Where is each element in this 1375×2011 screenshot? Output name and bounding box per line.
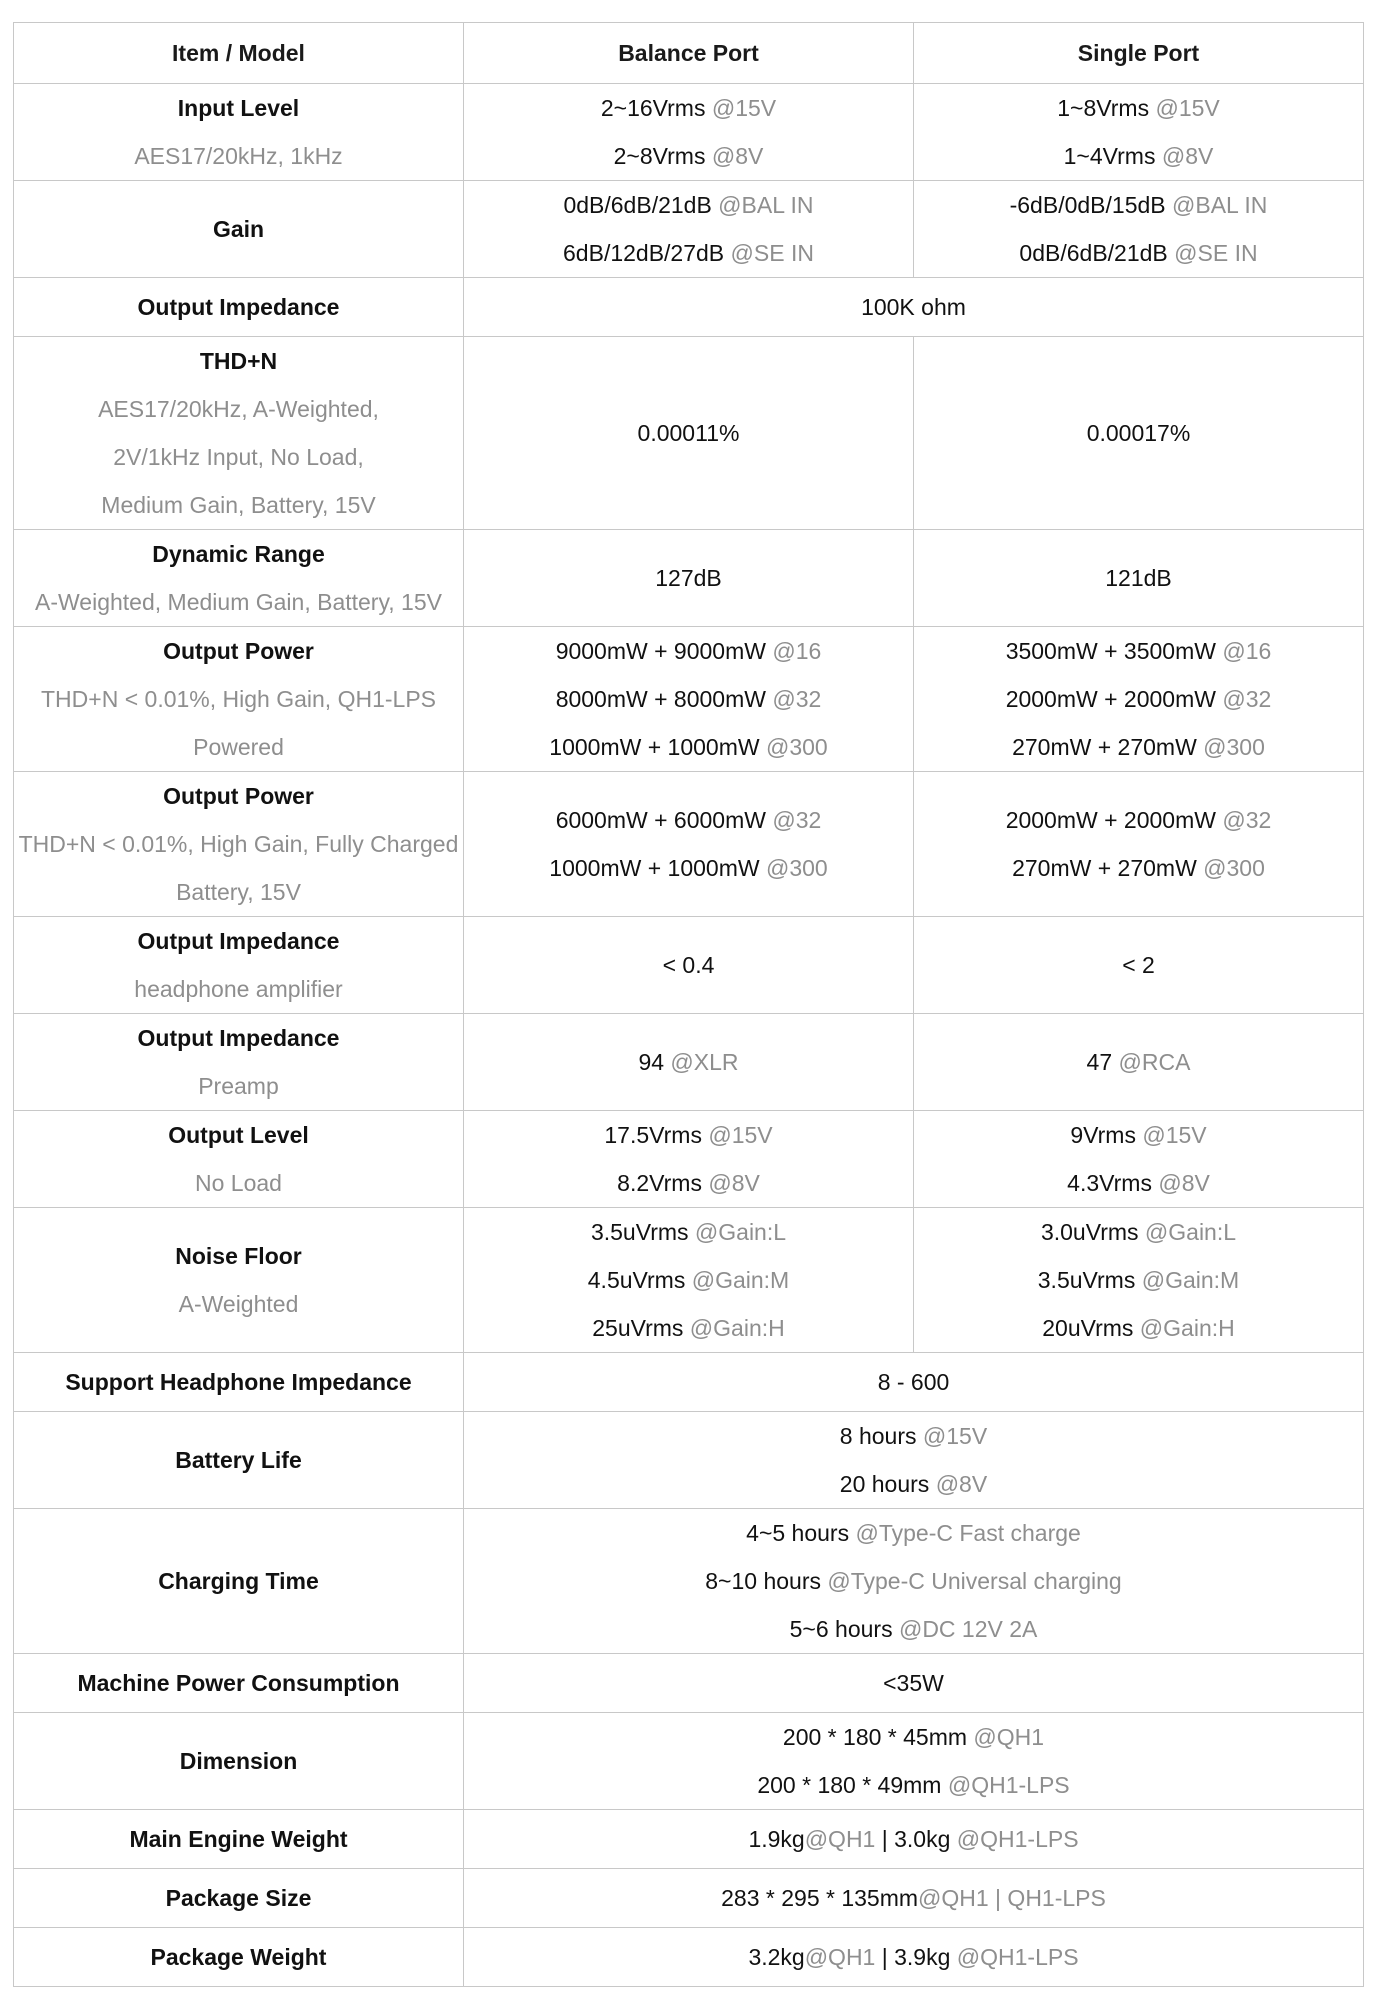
value-note: @QH1 <box>804 1944 876 1970</box>
value-note: @16 <box>1215 638 1272 664</box>
spec-label: THD+N <box>199 348 278 374</box>
value-text: 5~6 hours <box>789 1616 893 1642</box>
merged-value-cell <box>464 1869 1364 1928</box>
value-text: 121dB <box>1105 565 1172 591</box>
value-text: 270mW + 270mW <box>1012 855 1197 881</box>
value-line <box>918 229 1359 277</box>
value-note: @15V <box>1149 95 1220 121</box>
value-note: @Type-C Fast charge <box>849 1520 1081 1546</box>
value-text: 200 * 180 * 49mm <box>757 1772 942 1798</box>
value-text: 3.0uVrms <box>1040 1219 1139 1245</box>
value-text: 6dB/12dB/27dB <box>563 240 725 266</box>
value-note: @8V <box>701 1170 760 1196</box>
value-note: @300 <box>1196 855 1265 881</box>
table-row <box>14 1928 1364 1987</box>
spec-label-cell <box>14 1869 464 1928</box>
value-text: <35W <box>883 1670 944 1696</box>
value-note: @Gain:H <box>1133 1315 1235 1341</box>
value-text: 127dB <box>655 565 722 591</box>
spec-label-cell <box>14 530 464 627</box>
value-note: @32 <box>765 686 822 712</box>
value-line <box>468 627 909 675</box>
value-text: 200 * 180 * 45mm <box>782 1724 968 1750</box>
value-note: @SE IN <box>1167 240 1258 266</box>
spec-label: Package Size <box>165 1885 312 1911</box>
value-text: 17.5Vrms <box>604 1122 702 1148</box>
value-note: @300 <box>759 734 828 760</box>
value-note: @15V <box>701 1122 773 1148</box>
value-text: 2000mW + 2000mW <box>1005 686 1216 712</box>
balance-port-cell <box>464 917 914 1014</box>
value-note: @32 <box>1215 807 1272 833</box>
value-line <box>918 181 1359 229</box>
table-row <box>14 627 1364 772</box>
value-text: 6000mW + 6000mW <box>555 807 766 833</box>
table-row <box>14 181 1364 278</box>
value-note: @BAL IN <box>1165 192 1268 218</box>
balance-port-cell <box>464 530 914 627</box>
header-balance-port: Balance Port <box>464 23 914 84</box>
spec-sublabel: headphone amplifier <box>134 976 343 1002</box>
value-note: @15V <box>705 95 777 121</box>
spec-sublabel: 2V/1kHz Input, No Load, <box>113 444 364 470</box>
spec-label-cell <box>14 1928 464 1987</box>
spec-label-cell <box>14 1353 464 1412</box>
spec-label: Package Weight <box>150 1944 327 1970</box>
value-line <box>468 1933 1359 1981</box>
value-text: 100K ohm <box>861 294 966 320</box>
value-note: @SE IN <box>724 240 814 266</box>
value-note: @BAL IN <box>711 192 814 218</box>
table-row <box>14 1654 1364 1713</box>
balance-port-cell <box>464 1014 914 1111</box>
spec-label: Input Level <box>177 95 300 121</box>
value-note: @300 <box>759 855 828 881</box>
value-text: 4~5 hours <box>746 1520 850 1546</box>
table-row <box>14 1208 1364 1353</box>
value-note: @QH1 | QH1-LPS <box>918 1885 1106 1911</box>
value-line <box>468 283 1359 331</box>
spec-label: Output Power <box>163 638 314 664</box>
value-text: 0.00017% <box>1086 420 1191 446</box>
balance-port-cell <box>464 627 914 772</box>
spec-label-cell <box>14 1509 464 1654</box>
value-note: @8V <box>1155 143 1214 169</box>
value-text: 3.5uVrms <box>590 1219 689 1245</box>
value-line <box>468 1111 909 1159</box>
value-line <box>468 1460 1359 1508</box>
value-note: @QH1 <box>804 1826 876 1852</box>
value-text: 8.2Vrms <box>617 1170 702 1196</box>
value-note: @16 <box>765 638 822 664</box>
spec-label: Charging Time <box>158 1568 319 1594</box>
value-line <box>468 1713 1359 1761</box>
value-note: @Type-C Universal charging <box>820 1568 1122 1594</box>
spec-sublabel: A-Weighted, Medium Gain, Battery, 15V <box>35 589 442 615</box>
value-text: | 3.0kg <box>875 1826 957 1852</box>
value-note: @XLR <box>664 1049 739 1075</box>
spec-label: Output Impedance <box>137 294 340 320</box>
value-line <box>468 84 909 132</box>
value-line <box>918 1304 1359 1352</box>
spec-label-cell <box>14 627 464 772</box>
value-line <box>468 1256 909 1304</box>
merged-value-cell <box>464 1713 1364 1810</box>
spec-table <box>13 22 1364 1987</box>
table-row <box>14 1353 1364 1412</box>
table-row <box>14 278 1364 337</box>
single-port-cell <box>914 530 1364 627</box>
spec-label-cell <box>14 1810 464 1869</box>
single-port-cell <box>914 84 1364 181</box>
spec-label-cell <box>14 278 464 337</box>
value-text: < 0.4 <box>662 952 715 978</box>
value-text: 8000mW + 8000mW <box>555 686 766 712</box>
value-text: 9000mW + 9000mW <box>555 638 766 664</box>
spec-label: Gain <box>212 216 265 242</box>
value-text: 0dB/6dB/21dB <box>563 192 712 218</box>
single-port-cell <box>914 1014 1364 1111</box>
spec-label: Noise Floor <box>175 1243 302 1269</box>
value-text: 2~8Vrms <box>613 143 706 169</box>
value-note: @QH1-LPS <box>941 1772 1070 1798</box>
value-line <box>468 844 909 892</box>
table-row <box>14 772 1364 917</box>
single-port-cell <box>914 337 1364 530</box>
value-text: 9Vrms <box>1070 1122 1136 1148</box>
table-row <box>14 1014 1364 1111</box>
value-line <box>468 1761 1359 1809</box>
spec-sublabel: Powered <box>193 734 284 760</box>
value-line <box>468 1038 909 1086</box>
spec-label-cell <box>14 181 464 278</box>
value-line <box>918 554 1359 602</box>
table-row <box>14 1869 1364 1928</box>
value-text: 20 hours <box>839 1471 930 1497</box>
single-port-cell <box>914 1111 1364 1208</box>
value-line <box>468 1815 1359 1863</box>
value-note: @Gain:L <box>1138 1219 1237 1245</box>
balance-port-cell <box>464 337 914 530</box>
value-line <box>468 409 909 457</box>
spec-table-body <box>14 84 1364 1987</box>
value-line <box>918 844 1359 892</box>
balance-port-cell <box>464 772 914 917</box>
value-note: @QH1-LPS <box>956 1944 1079 1970</box>
value-line <box>918 1159 1359 1207</box>
value-note: @8V <box>1151 1170 1210 1196</box>
value-note: @8V <box>929 1471 988 1497</box>
merged-value-cell <box>464 278 1364 337</box>
merged-value-cell <box>464 1654 1364 1713</box>
header-item-model: Item / Model <box>14 23 464 84</box>
value-line <box>918 409 1359 457</box>
balance-port-cell <box>464 1111 914 1208</box>
balance-port-cell <box>464 84 914 181</box>
spec-sublabel: Battery, 15V <box>176 879 301 905</box>
value-line <box>468 554 909 602</box>
value-text: 0.00011% <box>637 420 740 446</box>
value-text: 8 hours <box>839 1423 917 1449</box>
value-note: @Gain:M <box>1135 1267 1240 1293</box>
merged-value-cell <box>464 1509 1364 1654</box>
value-note: @QH1-LPS <box>956 1826 1079 1852</box>
spec-label-cell <box>14 337 464 530</box>
value-text: 47 <box>1086 1049 1113 1075</box>
value-line <box>918 1256 1359 1304</box>
value-line <box>918 1111 1359 1159</box>
table-row <box>14 337 1364 530</box>
value-line <box>468 132 909 180</box>
spec-sublabel: Medium Gain, Battery, 15V <box>101 492 376 518</box>
value-text: 2~16Vrms <box>600 95 706 121</box>
value-text: < 2 <box>1122 952 1155 978</box>
value-line <box>468 941 909 989</box>
spec-sublabel: AES17/20kHz, A-Weighted, <box>98 396 379 422</box>
spec-label: Machine Power Consumption <box>77 1670 400 1696</box>
single-port-cell <box>914 1208 1364 1353</box>
value-line <box>918 941 1359 989</box>
spec-label: Support Headphone Impedance <box>65 1369 412 1395</box>
value-line <box>918 675 1359 723</box>
spec-label: Output Level <box>168 1122 309 1148</box>
value-text: 1~8Vrms <box>1057 95 1150 121</box>
value-note: @15V <box>1135 1122 1207 1148</box>
value-line <box>468 1358 1359 1406</box>
value-text: -6dB/0dB/15dB <box>1009 192 1166 218</box>
spec-label-cell <box>14 1014 464 1111</box>
value-note: @Gain:L <box>688 1219 787 1245</box>
value-line <box>468 675 909 723</box>
spec-label: Output Power <box>163 783 314 809</box>
value-line <box>468 723 909 771</box>
value-line <box>918 1208 1359 1256</box>
spec-label-cell <box>14 1412 464 1509</box>
value-line <box>468 1874 1359 1922</box>
spec-sublabel: No Load <box>195 1170 282 1196</box>
table-row <box>14 1713 1364 1810</box>
value-line <box>468 1159 909 1207</box>
value-line <box>918 723 1359 771</box>
value-line <box>918 84 1359 132</box>
value-line <box>468 1412 1359 1460</box>
spec-label: Output Impedance <box>137 928 340 954</box>
value-text: 20uVrms <box>1042 1315 1134 1341</box>
value-text: 3.2kg <box>748 1944 805 1970</box>
single-port-cell <box>914 917 1364 1014</box>
value-line <box>468 1509 1359 1557</box>
value-text: | 3.9kg <box>875 1944 957 1970</box>
value-line <box>468 1304 909 1352</box>
value-text: 0dB/6dB/21dB <box>1019 240 1168 266</box>
value-line <box>918 627 1359 675</box>
merged-value-cell <box>464 1412 1364 1509</box>
spec-label: Dynamic Range <box>152 541 325 567</box>
value-note: @300 <box>1196 734 1265 760</box>
spec-label-cell <box>14 772 464 917</box>
value-note: @8V <box>705 143 764 169</box>
balance-port-cell <box>464 181 914 278</box>
value-text: 8 - 600 <box>877 1369 950 1395</box>
value-text: 1.9kg <box>748 1826 805 1852</box>
spec-sublabel: THD+N < 0.01%, High Gain, Fully Charged <box>18 831 459 857</box>
value-note: @32 <box>765 807 822 833</box>
value-text: 1000mW + 1000mW <box>549 734 760 760</box>
table-row <box>14 1412 1364 1509</box>
value-line <box>468 1605 1359 1653</box>
spec-label: Output Impedance <box>137 1025 340 1051</box>
spec-label-cell <box>14 1654 464 1713</box>
merged-value-cell <box>464 1810 1364 1869</box>
single-port-cell <box>914 772 1364 917</box>
value-text: 1000mW + 1000mW <box>549 855 760 881</box>
table-row <box>14 1810 1364 1869</box>
value-note: @DC 12V 2A <box>892 1616 1038 1642</box>
value-note: @32 <box>1215 686 1272 712</box>
table-row <box>14 917 1364 1014</box>
value-line <box>918 132 1359 180</box>
spec-label-cell <box>14 1713 464 1810</box>
value-line <box>468 181 909 229</box>
spec-label: Main Engine Weight <box>129 1826 348 1852</box>
header-row <box>14 23 1364 84</box>
merged-value-cell <box>464 1928 1364 1987</box>
value-note: @Gain:H <box>683 1315 785 1341</box>
value-text: 1~4Vrms <box>1063 143 1156 169</box>
value-text: 8~10 hours <box>705 1568 821 1594</box>
spec-sublabel: THD+N < 0.01%, High Gain, QH1-LPS <box>41 686 436 712</box>
merged-value-cell <box>464 1353 1364 1412</box>
spec-sublabel: A-Weighted <box>178 1291 299 1317</box>
value-note: @RCA <box>1112 1049 1191 1075</box>
single-port-cell <box>914 181 1364 278</box>
value-text: 283 * 295 * 135mm <box>721 1885 919 1911</box>
value-text: 2000mW + 2000mW <box>1005 807 1216 833</box>
balance-port-cell <box>464 1208 914 1353</box>
table-row <box>14 1111 1364 1208</box>
value-note: @15V <box>916 1423 988 1449</box>
spec-label-cell <box>14 1111 464 1208</box>
value-note: @QH1 <box>967 1724 1045 1750</box>
value-line <box>468 1659 1359 1707</box>
spec-label-cell <box>14 917 464 1014</box>
value-text: 25uVrms <box>592 1315 684 1341</box>
value-note: @Gain:M <box>685 1267 790 1293</box>
spec-sublabel: AES17/20kHz, 1kHz <box>134 143 343 169</box>
value-line <box>918 796 1359 844</box>
spec-label-cell <box>14 1208 464 1353</box>
value-text: 94 <box>638 1049 665 1075</box>
spec-table-container <box>13 22 1363 1987</box>
spec-label: Dimension <box>179 1748 298 1774</box>
value-text: 4.3Vrms <box>1067 1170 1152 1196</box>
table-row <box>14 1509 1364 1654</box>
value-line <box>918 1038 1359 1086</box>
value-line <box>468 1208 909 1256</box>
value-text: 270mW + 270mW <box>1012 734 1197 760</box>
value-text: 3500mW + 3500mW <box>1005 638 1216 664</box>
value-text: 4.5uVrms <box>587 1267 686 1293</box>
table-row <box>14 530 1364 627</box>
spec-label-cell <box>14 84 464 181</box>
header-single-port: Single Port <box>914 23 1364 84</box>
value-text: 3.5uVrms <box>1037 1267 1136 1293</box>
value-line <box>468 1557 1359 1605</box>
spec-label: Battery Life <box>175 1447 302 1473</box>
spec-sublabel: Preamp <box>198 1073 279 1099</box>
value-line <box>468 229 909 277</box>
table-row <box>14 84 1364 181</box>
value-line <box>468 796 909 844</box>
single-port-cell <box>914 627 1364 772</box>
